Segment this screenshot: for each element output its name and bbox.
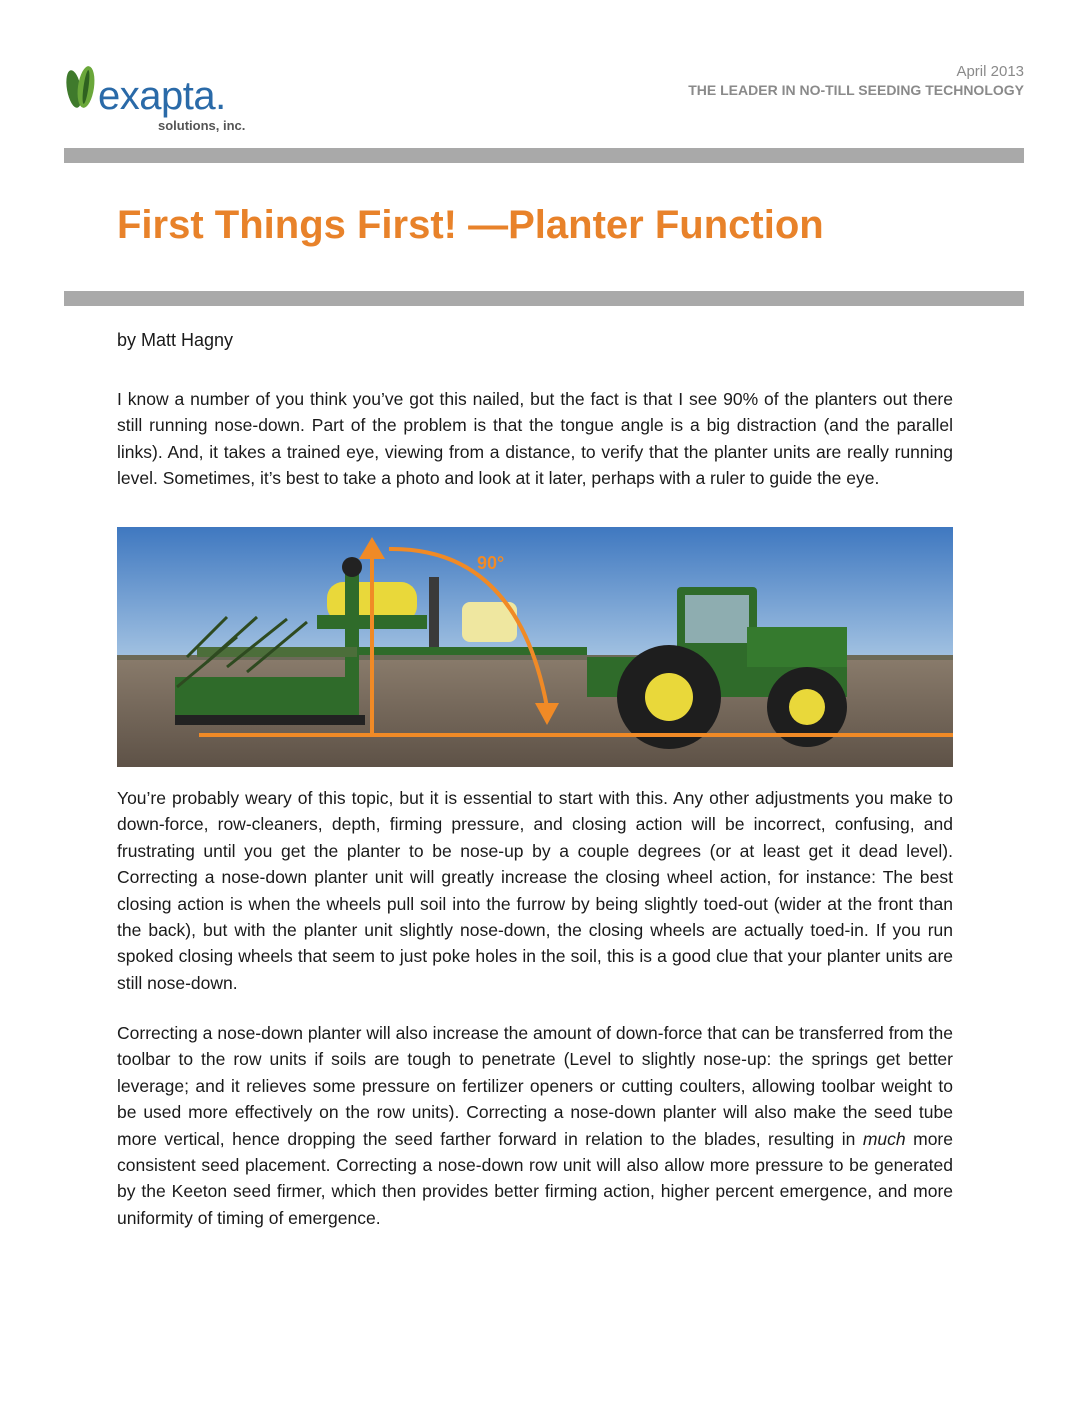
paragraph-2: You’re probably weary of this topic, but it is essential to start with this. Any other adjustments you make to down-force, row-cleaners, depth, firming pressure, and closing action will be incorrect, confusing, and frustrating until you get the planter to be nose-up by a couple degrees (or at least get it dead level). Correcting a nose-down planter unit will greatly increase the closing wheel action, for instance: The best closing action is when the wheels pull soil into the furrow by being slightly toed-out (wider at the front than the back), but with the planter unit slightly nose-down, the closing wheels are actually toed-in. If you run spoked closing wheels that seem to just poke holes in the soil, this is a good clue that your planter units are still nose-down. — [117, 788, 953, 993]
logo-subtitle: solutions, inc. — [158, 118, 246, 133]
title-rule — [64, 291, 1024, 306]
paragraph-3 — [117, 1020, 953, 1231]
article-title: First Things First! —Planter Function — [117, 203, 824, 247]
paragraph-3-part-2: more consistent seed placement. Correcting a nose-down row unit will also allow more pressure to be generated by the Keeton seed firmer, which then provides better firming action, higher percent emergence, and more uniformity of timing of emergence. — [117, 1128, 953, 1228]
issue-date: April 2013 — [956, 63, 1024, 80]
exapta-logo — [64, 62, 284, 142]
logo-wordmark: exapta. — [98, 74, 226, 118]
paragraph-1: I know a number of you think you’ve got this nailed, but the fact is that I see 90% of the planters out there still running nose-down. Part of the problem is that the tongue angle is a big distraction (and the parallel links). And, it takes a trained eye, viewing from a distance, to verify that the planter units are really running level. Sometimes, it’s best to take a photo and look at it later, perhaps with a ruler to guide the eye. — [117, 389, 953, 489]
top-rule — [64, 148, 1024, 163]
planter-tractor-illustration — [117, 527, 953, 767]
paragraph-3-emphasis: much — [862, 1128, 906, 1149]
angle-label: 90° — [477, 553, 505, 573]
tagline: THE LEADER IN NO-TILL SEEDING TECHNOLOGY — [688, 82, 1024, 98]
byline: by Matt Hagny — [117, 330, 234, 350]
paragraph-3-part-1: Correcting a nose-down planter will also increase the amount of down-force that can be transferred from the toolbar to the row units if soils are tough to penetrate (Level to slightly nose-up: the springs get better leverage; and it relieves some pressure on fertilizer openers or cutting coulters, allowing toolbar weight to be used more effectively on the row units). Correcting a nose-down planter will also make the seed tube more vertical, hence dropping the seed farther forward in relation to the blades, resulting in — [117, 1023, 953, 1149]
newsletter-header — [688, 62, 1024, 99]
planter-photo — [117, 527, 953, 767]
